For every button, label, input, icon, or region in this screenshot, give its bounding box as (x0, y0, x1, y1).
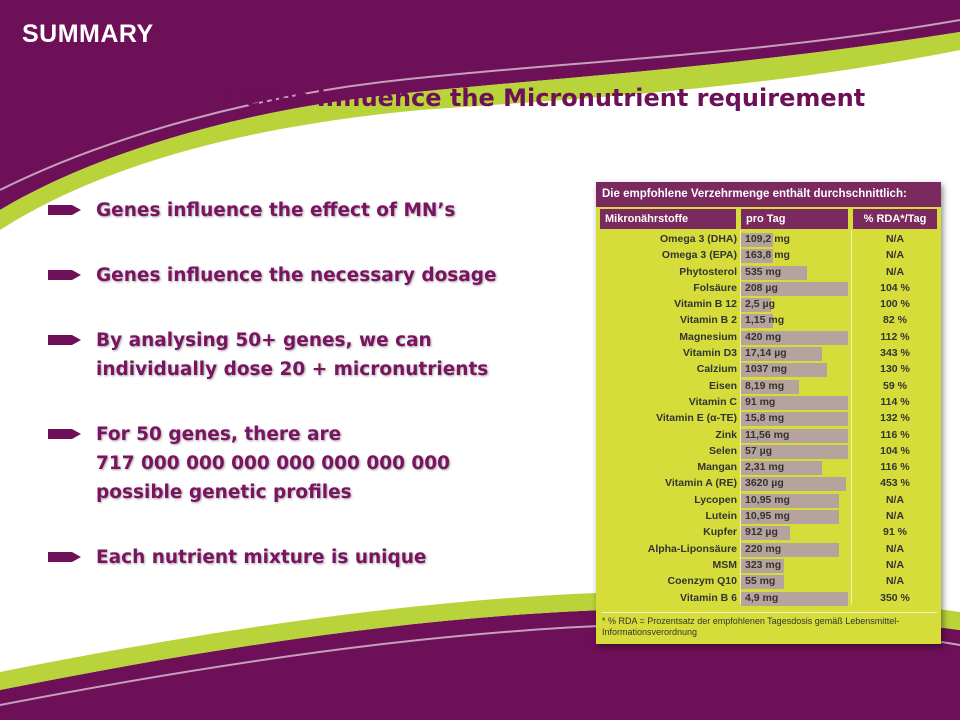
amount-per-day: 17,14 µg (745, 347, 787, 360)
nutrient-name: Calzium (696, 363, 737, 376)
amount-per-day: 10,95 mg (745, 493, 790, 506)
table-row (600, 297, 937, 313)
rda-percent: N/A (885, 542, 905, 555)
table-row (600, 542, 937, 558)
bullet-text: Each nutrient mixture is unique (96, 547, 427, 568)
section-label: SUMMARY (22, 20, 154, 48)
nutrient-name: Vitamin B 2 (680, 314, 737, 327)
rda-percent: 116 % (880, 428, 910, 441)
slide-title: Genes Influence the Micronutrient requirement (224, 84, 866, 112)
table-footnote: * % RDA = Prozentsatz der empfohlenen Tagesdosis gemäß Lebensmittel-Informationsverordnung (602, 612, 937, 638)
arrow-bullet-icon (48, 427, 82, 441)
rda-percent: N/A (885, 265, 905, 278)
rda-percent: 104 % (880, 444, 910, 457)
nutrient-name: Mangan (697, 461, 737, 474)
bullet-item (48, 326, 548, 384)
nutrient-name: Vitamin D3 (682, 347, 737, 360)
amount-per-day: 3620 µg (745, 477, 784, 490)
table-row (600, 476, 937, 492)
nutrient-name: Vitamin E (α-TE) (656, 412, 737, 425)
nutrient-name: Omega 3 (DHA) (659, 233, 737, 245)
rda-percent: 343 % (880, 347, 910, 360)
arrow-bullet-icon (48, 268, 82, 282)
arrow-bullet-icon (48, 203, 82, 217)
nutrient-name: Zink (715, 428, 737, 441)
amount-per-day: 535 mg (745, 265, 782, 278)
rda-percent: 453 % (880, 477, 910, 490)
rda-percent: N/A (885, 558, 905, 571)
nutrient-name: Lutein (705, 510, 737, 523)
table-row (600, 281, 937, 297)
table-row (600, 591, 937, 607)
nutrient-name: Coenzym Q10 (667, 575, 737, 588)
rda-percent: 104 % (880, 281, 910, 294)
amount-per-day: 1,15 mg (745, 314, 785, 327)
bullet-text: By analysing 50+ genes, we can (96, 330, 432, 351)
bullet-item (48, 261, 548, 290)
table-row (600, 525, 937, 541)
rda-percent: 130 % (880, 363, 910, 376)
rda-percent: 350 % (880, 591, 910, 604)
nutrient-name: Lycopen (694, 493, 737, 506)
bullet-text: possible genetic profiles (96, 482, 352, 503)
table-row (600, 411, 937, 427)
nutrient-name: Vitamin A (RE) (665, 477, 737, 490)
amount-per-day: 163,8 mg (745, 249, 790, 262)
nutrient-name: MSM (712, 558, 737, 571)
rda-percent: 132 % (880, 412, 910, 425)
table-row (600, 509, 937, 525)
rda-percent: N/A (885, 493, 905, 506)
table-row (600, 574, 937, 590)
amount-per-day: 55 mg (745, 575, 776, 588)
nutrient-name: Phytosterol (679, 265, 737, 278)
amount-per-day: 2,31 mg (745, 461, 785, 474)
nutrient-name: Selen (708, 444, 737, 457)
amount-per-day: 57 µg (745, 444, 773, 457)
nutrient-name: Alpha-Liponsäure (647, 542, 737, 555)
column-header: Mikronährstoffe (600, 209, 736, 229)
arrow-bullet-icon (48, 333, 82, 347)
amount-per-day: 2,5 µg (745, 298, 775, 311)
bullet-text: For 50 genes, there are (96, 424, 342, 445)
amount-per-day: 323 mg (745, 558, 782, 571)
rda-percent: 112 % (880, 330, 910, 343)
rda-percent: 100 % (880, 298, 910, 311)
table-title: Die empfohlene Verzehrmenge enthält durchschnittlich: (596, 182, 941, 207)
bullet-text: individually dose 20 + micronutrients (96, 359, 489, 380)
amount-per-day: 8,19 mg (745, 379, 785, 392)
table-row (600, 346, 937, 362)
amount-per-day: 10,95 mg (745, 510, 790, 523)
table-row (600, 395, 937, 411)
table-row (600, 330, 937, 346)
amount-per-day: 220 mg (745, 542, 782, 555)
nutrient-name: Eisen (708, 379, 737, 392)
bullet-list (48, 196, 548, 572)
table-row (600, 313, 937, 329)
nutrient-name: Vitamin B 12 (674, 298, 737, 311)
bullet-text: 717 000 000 000 000 000 000 000 (96, 453, 451, 474)
rda-percent: 114 % (880, 395, 910, 408)
amount-per-day: 208 µg (745, 281, 778, 294)
table-row (600, 428, 937, 444)
amount-per-day: 109,2 mg (745, 233, 790, 245)
amount-per-day: 11,56 mg (745, 428, 790, 441)
table-row (600, 558, 937, 574)
nutrient-table-image (596, 182, 941, 644)
nutrient-name: Vitamin B 6 (680, 591, 737, 604)
bullet-item (48, 420, 548, 507)
amount-per-day: 420 mg (745, 330, 782, 343)
rda-percent: N/A (885, 249, 905, 262)
rda-percent: N/A (885, 233, 905, 245)
table-row (600, 460, 937, 476)
rda-percent: 82 % (883, 314, 907, 327)
table-header (600, 209, 937, 229)
bullet-text: Genes influence the effect of MN’s (96, 200, 456, 221)
arrow-bullet-icon (48, 550, 82, 564)
nutrient-name: Omega 3 (EPA) (661, 249, 737, 262)
amount-per-day: 912 µg (745, 526, 778, 539)
nutrient-name: Magnesium (679, 330, 737, 343)
table-body (600, 232, 937, 607)
column-header: pro Tag (741, 209, 848, 229)
rda-percent: 116 % (880, 461, 910, 474)
table-row (600, 444, 937, 460)
bullet-item (48, 196, 548, 225)
nutrient-name: Folsäure (693, 281, 737, 294)
amount-per-day: 15,8 mg (745, 412, 785, 425)
rda-percent: 91 % (883, 526, 907, 539)
table-row (600, 265, 937, 281)
rda-percent: N/A (885, 575, 905, 588)
table-row (600, 493, 937, 509)
nutrient-name: Vitamin C (688, 395, 737, 408)
bullet-text: Genes influence the necessary dosage (96, 265, 497, 286)
amount-per-day: 1037 mg (745, 363, 788, 376)
table-row (600, 362, 937, 378)
bullet-item (48, 543, 548, 572)
amount-per-day: 91 mg (745, 395, 776, 408)
table-row (600, 379, 937, 395)
rda-percent: 59 % (883, 379, 907, 392)
amount-per-day: 4,9 mg (745, 591, 779, 604)
table-row (600, 232, 937, 248)
rda-percent: N/A (885, 510, 905, 523)
column-header: % RDA*/Tag (853, 209, 937, 229)
nutrient-name: Kupfer (703, 526, 737, 539)
table-row (600, 248, 937, 264)
